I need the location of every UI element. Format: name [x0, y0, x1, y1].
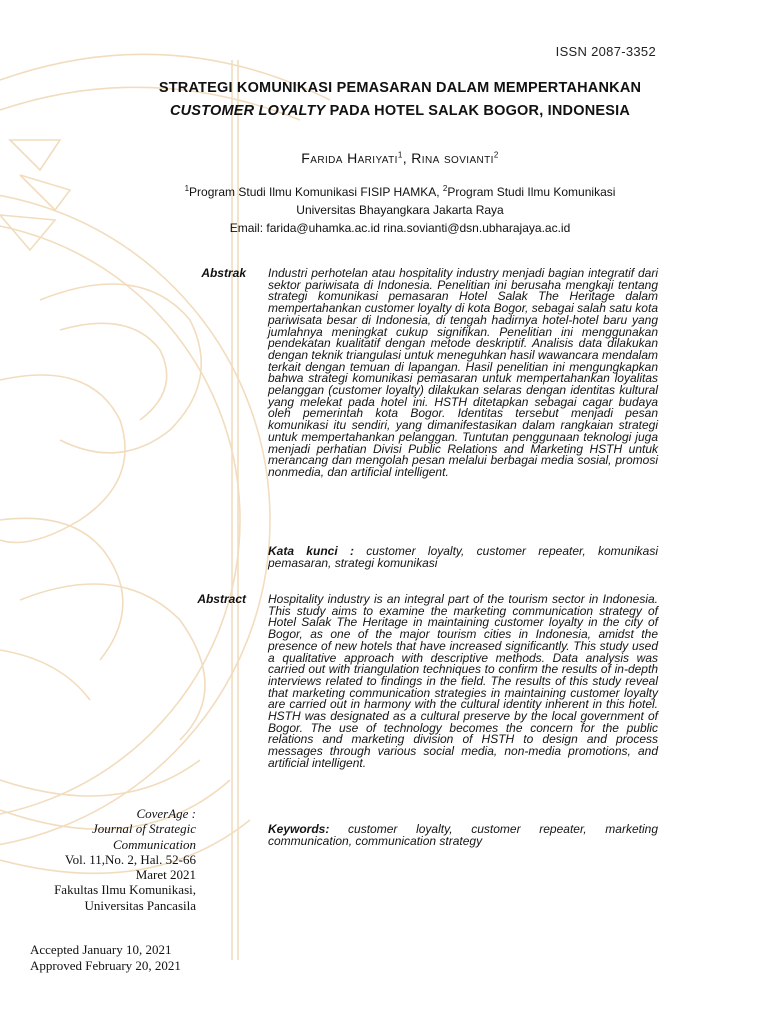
title-rest: PADA HOTEL SALAK BOGOR, INDONESIA — [325, 103, 631, 119]
issn-number: ISSN 2087-3352 — [555, 44, 656, 59]
kata-kunci: Kata kunci : customer loyalty, customer repeater, komunikasi pemasaran, strategi komunikasi — [268, 544, 658, 570]
paper-title-line2 — [140, 103, 660, 119]
abstrak-label: Abstrak — [201, 266, 246, 280]
author-emails: Email: farida@uhamka.ac.id rina.sovianti@dsn.ubharajaya.ac.id — [229, 221, 571, 235]
author-list: Farida Hariyati$^1$, Rina sovianti$^2$ — [301, 150, 499, 166]
kata-kunci-label: Kata kunci : — [268, 544, 354, 558]
accepted-date: Accepted January 10, 2021 — [30, 942, 172, 957]
abstract-text: Hospitality industry is an integral part of the tourism sector in Indonesia. This study aims to examine the marketing communication strategy of Hotel Salak The Heritage in maintaining customer loyalty in the city of Bogor, as one of the major tourism cities in Indonesia, amidst the presence of new hotels that have increased significantly. This study used a qualitative approach with descriptive methods. Data analysis was carried out with triangulation techniques to confirm the results of in-depth interviews related to findings in the field. The results of this study reveal that marketing communication strategies in maintaining customer loyalty are carried out in harmony with the cultural identity inherent in this hotel. HSTH was designated as a cultural preserve by the local government of Bogor. The use of technology becomes the concern for the public relations and marketing division of HSTH to design and process messages through various social media, non-media promotions, and artificial intelligent. — [268, 592, 658, 770]
keywords-label: Keywords: — [268, 822, 330, 836]
abstrak-text: Industri perhotelan atau hospitality industry menjadi bagian integratif dari sektor pariwisata di Indonesia. Penelitian ini berusaha mengkaji tentang strategi komunikasi pemasaran Hotel Salak The Heritage dalam mempertahankan customer loyalty di kota Bogor, sebagai salah satu kota pariwisata besar di Indonesia, di tengah hadirnya hotel-hotel baru yang jumlahnya meningkat cukup signifikan. Penelitian ini menggunakan pendekatan kualitatif dengan metode deskriptif. Analisis data dilakukan dengan teknik triangulasi untuk meneguhkan hasil wawancara mendalam terkait dengan temuan di lapangan. Hasil penelitian ini mengungkapkan bahwa strategi komunikasi pemasaran untuk mempertahankan loyalitas pelanggan (customer loyalty) dilakukan selaras dengan identitas kultural yang melekat pada hotel ini. HSTH ditetapkan sebagai cagar budaya oleh pemerintah kota Bogor. Identitas tersebut menjadi pesan komunikasi itu sendiri, yang dimanifestasikan dalam rangkaian strategi untuk mempertahankan pelanggan. Tuntutan penggunaan teknologi juga menjadi perhatian Divisi Public Relations and Marketing HSTH untuk merancang dan mengolah pesan melalui berbagai media sosial, promosi nonmedia, dan artificial intelligent. — [268, 266, 658, 479]
approved-date: Approved February 20, 2021 — [30, 958, 181, 973]
paper-title-line1: STRATEGI KOMUNIKASI PEMASARAN DALAM MEMPERTAHANKAN — [158, 80, 642, 96]
journal-info: CoverAge : Journal of Strategic Communication Vol. 11,No. 2, Hal. 52-66 Maret 2021 Fakultas Ilmu Komunikasi, Universitas Pancasila — [54, 806, 196, 913]
title-italic-term: CUSTOMER LOYALTY — [169, 103, 326, 119]
affiliation-line-2: Universitas Bhayangkara Jakarta Raya — [296, 203, 504, 217]
affiliation-line-1: $^1$Program Studi Ilmu Komunikasi FISIP HAMKA, $^2$Program Studi Ilmu Komunikasi — [184, 184, 616, 199]
keywords: Keywords: customer loyalty, customer repeater, marketing communication, communication strategy — [268, 822, 658, 848]
author-1: Farida Hariyati — [301, 150, 398, 166]
abstract-label: Abstract — [197, 592, 246, 606]
author-2: Rina sovianti — [411, 150, 494, 166]
submission-dates — [30, 942, 181, 974]
